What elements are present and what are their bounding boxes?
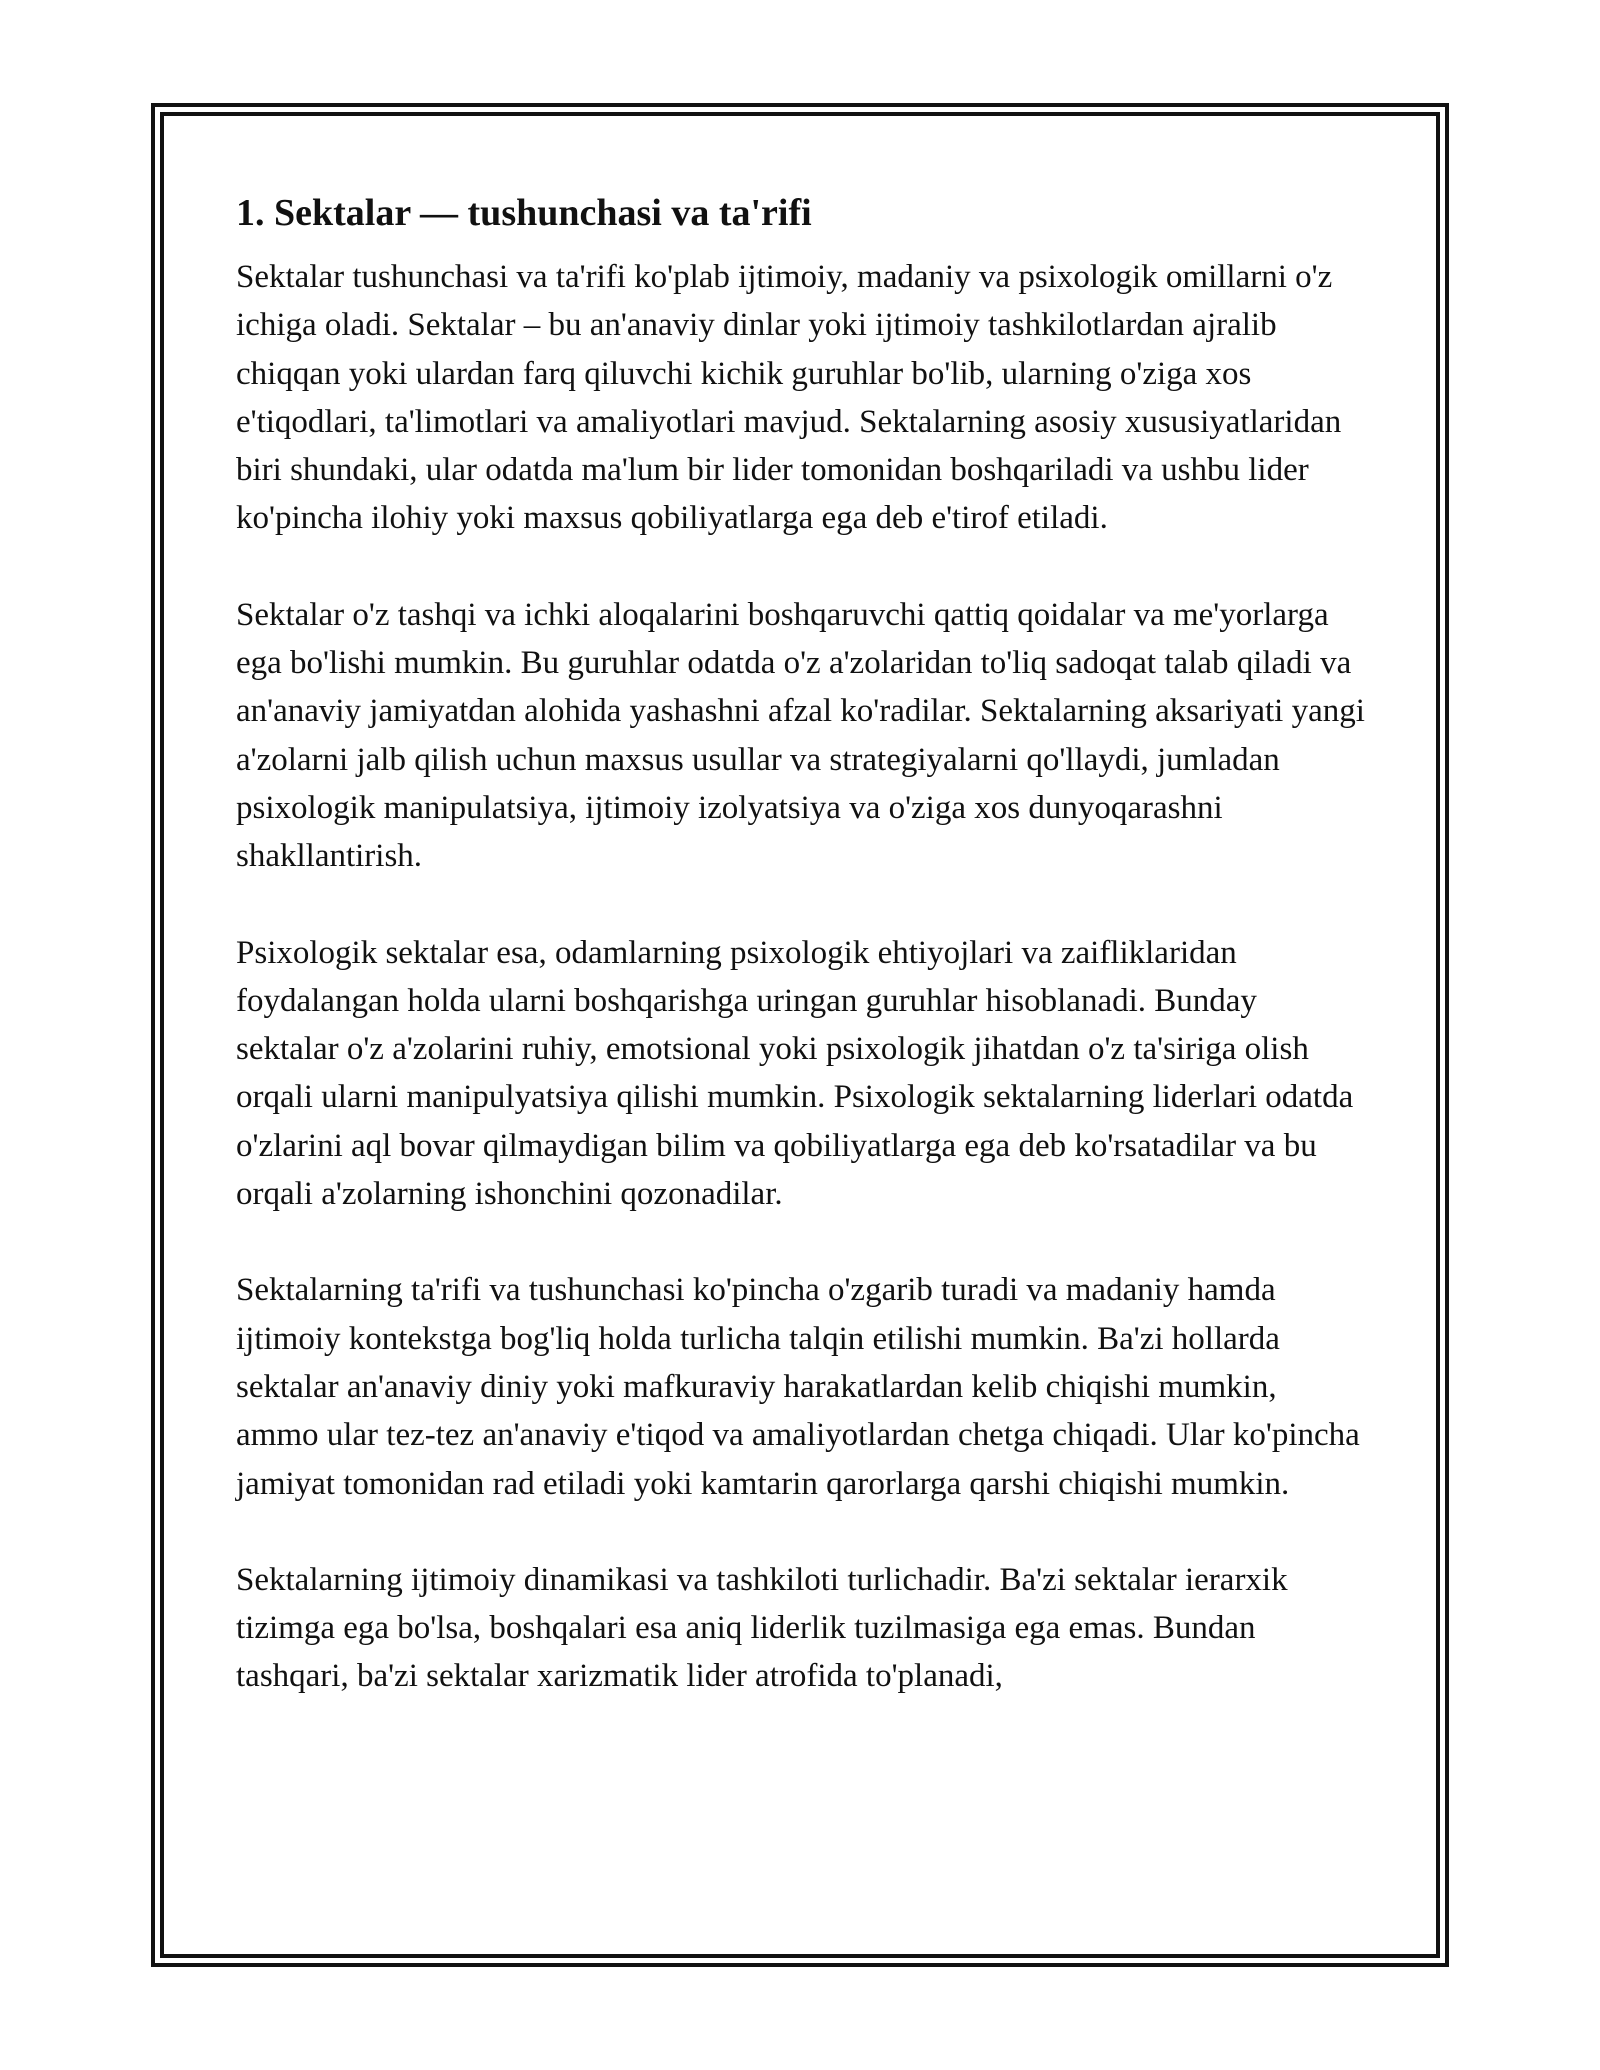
paragraph: Sektalarning ta'rifi va tushunchasi ko'pincha o'zgarib turadi va madaniy hamda ijtimoiy kontekstga bog'liq holda turlicha talqin etilishi mumkin. Ba'zi hollarda sektalar an'anaviy diniy yoki mafkuraviy harakatlardan kelib chiqishi mumkin, ammo ular tez-tez an'anaviy e'tiqod va amaliyotlardan chetga chiqadi. Ular ko'pincha jamiyat tomonidan rad etiladi yoki kamtarin qarorlarga qarshi chiqishi mumkin. [236,1272,1360,1502]
paragraph: Psixologik sektalar esa, odamlarning psixologik ehtiyojlari va zaifliklaridan foydalangan holda ularni boshqarishga uringan guruhlar hisoblanadi. Bunday sektalar o'z a'zolarini ruhiy, emotsional yoki psixologik jihatdan o'z ta'siriga olish orqali ularni manipulyatsiya qilishi mumkin. Psixologik sektalarning liderlari odatda o'zlarini aql bovar qilmaydigan bilim va qobiliyatlarga ega deb ko'rsatadilar va bu orqali a'zolarning ishonchini qozonadilar. [236,934,1354,1213]
paragraph: Sektalar o'z tashqi va ichki aloqalarini boshqaruvchi qattiq qoidalar va me'yorlarga ega bo'lishi mumkin. Bu guruhlar odatda o'z a'zolaridan to'liq sadoqat talab qiladi va an'anaviy jamiyatdan alohida yashashni afzal ko'radilar. Sektalarning aksariyati yangi a'zolarni jalb qilish uchun maxsus usullar va strategiyalarni qo'llaydi, jumladan psixologik manipulatsiya, ijtimoiy izolyatsiya va o'ziga xos dunyoqarashni shakllantirish. [236,596,1365,875]
section-heading: 1. Sektalar — tushunchasi va ta'rifi [236,192,812,234]
document-body [236,185,1366,1749]
paragraph: Sektalarning ijtimoiy dinamikasi va tashkiloti turlichadir. Ba'zi sektalar ierarxik tizimga ega bo'lsa, boshqalari esa aniq liderlik tuzilmasiga ega emas. Bundan tashqari, ba'zi sektalar xarizmatik lider atrofida to'planadi, [236,1561,1288,1695]
paragraph: Sektalar tushunchasi va ta'rifi ko'plab ijtimoiy, madaniy va psixologik omillarni o'z ichiga oladi. Sektalar – bu an'anaviy dinlar yoki ijtimoiy tashkilotlardan ajralib chiqqan yoki ulardan farq qiluvchi kichik guruhlar bo'lib, ularning o'ziga xos e'tiqodlari, ta'limotlari va amaliyotlari mavjud. Sektalarning asosiy xususiyatlaridan biri shundaki, ular odatda ma'lum bir lider tomonidan boshqariladi va ushbu lider ko'pincha ilohiy yoki maxsus qobiliyatlarga ega deb e'tirof etiladi. [236,259,1342,537]
